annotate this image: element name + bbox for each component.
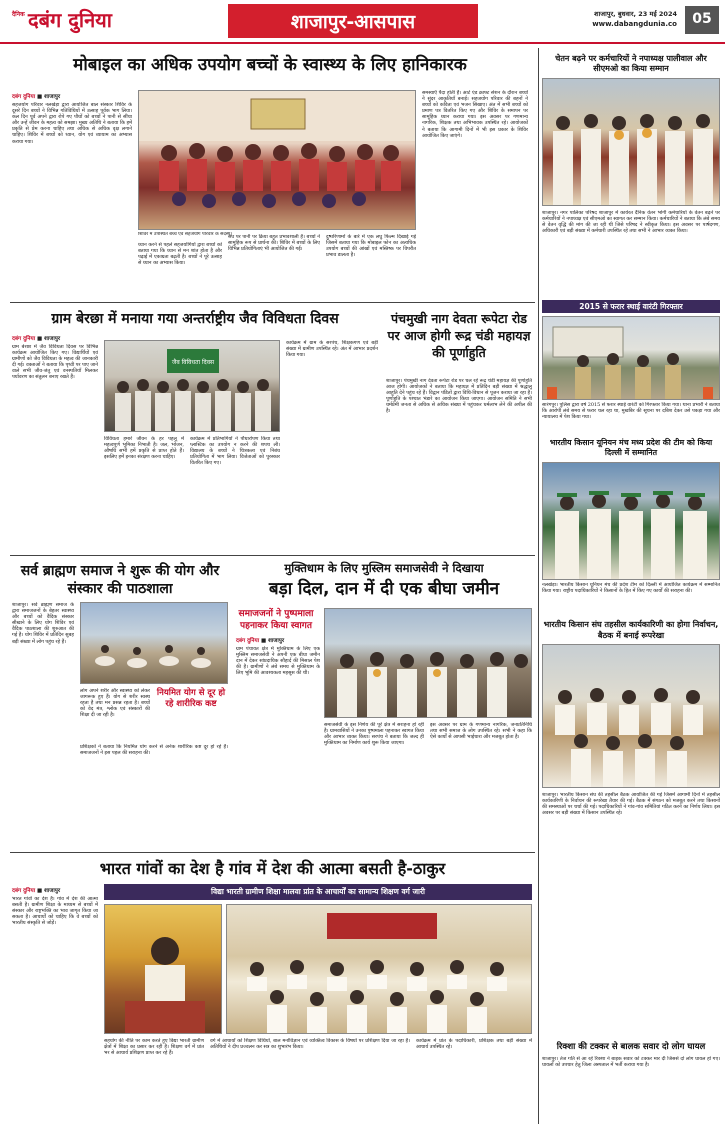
headline-arrest-bar [542,300,720,313]
story-biodiversity-text-3: कार्यक्रम में प्रतिभागियों ने पौधारोपण किया तथा प्लास्टिक का उपयोग न करने की शपथ ली। विद्यालय के बच्चों ने चित्रकला एवं निबंध प्रतियोगिता में भाग लिया। विजेताओं को पुरस्कार वितरित किए गए। [190,436,280,467]
photo-camp-graphic [139,91,416,230]
headline-arrest: 2015 से फरार स्थाई वारंटी गिरफ्तार [579,302,683,311]
story-accident [542,1040,720,1124]
photo-camp-children [138,90,416,230]
issue-date: शाजापुर, बुधवार, 23 मई 2024 [594,10,677,18]
photo-audience-graphic [227,905,532,1034]
byline-brand: दबंग दुनिया [236,638,260,644]
byline-brand: दबंग दुनिया [12,888,36,894]
story-thakur-text-1: भारत गांवों का देश है। गांव में देश की आत्मा बसती है। ग्रामीण शिक्षा के माध्यम से बच्चों में संस्कार और राष्ट्रभक्ति का भाव जागृत किया जा सकता है। आचार्यों को चाहिए कि वे बच्चों को भारतीय संस्कृति से जोड़ें। [12,896,98,927]
photo-salary [542,78,720,206]
story-yoga [10,558,230,848]
story-biodiversity-text-1: ग्राम बेरछा में जैव विविधता दिवस पर विभिन्न कार्यक्रम आयोजित किए गए। विद्यार्थियों एवं ग्रामीणों को जैव विविधता के महत्व की जानकारी दी गई। वक्ताओं ने बताया कि पृथ्वी पर पाए जाने वाले सभी जीव-जंतु एवं वनस्पतियाँ मिलकर पर्यावरण का संतुलन बनाए रखते हैं। [12,344,98,381]
story-kisan-tehsil [542,618,720,938]
logo-name: दबंग दुनिया [28,8,112,32]
headline-biodiversity: ग्राम बेरछा में मनाया गया अन्तर्राष्ट्रीय जैव विविधता दिवस [51,311,339,327]
photo-kisan-tehsil [542,644,720,788]
headline-accident: रिक्शा की टक्कर से बालक सवार दो लोग घायल [556,1042,706,1052]
byline-place: शाजापुर [44,888,61,894]
story-salary [542,50,720,298]
story-muktidham-text-3: इस अवसर पर ग्राम के गणमान्य नागरिक, जनप्रतिनिधि तथा सभी समाज के लोग उपस्थित रहे। सभी ने कहा कि ऐसे कार्यों से आपसी भाईचारा और मजबूत होता है। [430,722,532,741]
story-kisan-delhi-text: नलखेड़ा। भारतीय किसान यूनियन मंच की प्रदेश टीम को दिल्ली में आयोजित कार्यक्रम में सम्मानित किया गया। राष्ट्रीय पदाधिकारियों ने किसानों के हित में किए गए कार्यों की सराहना की। [542,582,720,595]
story-mobile-text-3: समस्याएँ पैदा होती हैं। आर्ट एंड क्राफ्ट सेशन के दौरान बच्चों ने सुंदर आकृतियाँ बनाई। सहजयोग परिवार की बहनों ने बच्चों को कविता एवं भजन सिखाए। अंत में सभी बच्चों को प्रमाण पत्र वितरित किए गए और शिविर के समापन पर सामूहिक ध्यान कराया गया। इस अवसर पर गणमान्य नागरिक, शिक्षक तथा अभिभावक उपस्थित रहे। आयोजकों ने बताया कि आगामी दिनों में भी इस प्रकार के शिविर आयोजित किए जाएंगे। [422,90,528,139]
story-muktidham-text-1: ग्राम पंचायत क्षेत्र में मुक्तिधाम के लिए एक मुस्लिम समाजसेवी ने अपनी एक बीघा जमीन दान में देकर सांप्रदायिक सौहार्द की मिसाल पेश की है। ग्रामीणों ने लंबे समय से मुक्तिधाम के लिए भूमि की आवश्यकता महसूस की थी। [236,646,320,677]
story-yoga-text-2: लोग अपने शरीर और स्वास्थ्य को लेकर जागरूक हुए हैं। योग से शरीर स्वस्थ रहता है तथा मन प्रसन्न रहता है। बच्चों को वेद मंत्र, श्लोक एवं संस्कारों की शिक्षा दी जा रही है। [80,688,150,719]
photo-thakur-audience [226,904,532,1034]
headline-yoga: सर्व ब्राह्मण समाज ने शुरू की योग और संस्कार की पाठशाला [20,563,220,597]
photo-kisan-graphic [543,463,720,580]
byline-place: शाजापुर [268,638,285,644]
right-column-divider [538,48,539,1124]
divider-3 [10,852,535,853]
photo-thakur-speaker [104,904,222,1034]
headline-salary: चेतन बढ़ने पर कर्मचारियों ने नपाध्यक्ष पालीवाल और सीएमओ का किया सम्मान [555,54,707,73]
byline-biodiversity: दबंग दुनिया ■ शाजापुर [12,336,61,342]
story-yoga-text-3: प्रशिक्षकों ने बताया कि नियमित योग करने से अनेक शारीरिक कष्ट दूर हो रहे हैं। समाजजनों ने इस पहल की सराहना की। [80,744,228,757]
story-mahayagya-text: शाजापुर। पंचमुखी नाग देवता रूपेटा रोड पर चल रहे रूद्र चंडी महायज्ञ की पूर्णाहुति आज होगी। आयोजकों ने बताया कि महायज्ञ में प्रतिदिन बड़ी संख्या में श्रद्धालु आहुति देने पहुंच रहे हैं। विद्वान पंडितों द्वारा विधि-विधान से पूजन कराया जा रहा है। पूर्णाहुति के पश्चात भंडारे का आयोजन किया जाएगा। आयोजन समिति ने सभी धर्मप्रेमी जनता से अधिक से अधिक संख्या में पहुंचकर धर्मलाभ लेने की अपील की है। [386,378,532,415]
byline-mobile: दबंग दुनिया ■ शाजापुर [12,94,61,100]
headline-muktidham-1: मुक्तिधाम के लिए मुस्लिम समाजसेवी ने दिखाया [284,561,484,575]
story-yoga-text-1: शाजापुर। सर्व ब्राह्मण समाज के द्वारा समाजजनों के बेहतर स्वास्थ्य और बच्चों को वैदिक संस्कार सीखाने के लिए योग शिविर एवं वैदिक पाठशाला की शुरुआत की गई है। योग शिविर में प्रतिदिन सुबह बड़ी संख्या में लोग पहुंच रहे हैं। [12,602,74,645]
story-mobile-text-1: सहजयोग परिवार नलखेड़ा द्वारा आयोजित बाल संस्कार शिविर के दूसरे दिन बच्चों ने विभिन्न गतिविधियों में उत्साह पूर्वक भाग लिया। कल दिन पूर्व अपने द्वारा रोपे गए पौधों को बच्चों ने पानी से सींचा और उन्हें जीवन के महत्व को समझा। मुख्य अतिथि ने बताया कि हमें प्रकृति से प्रेम करना चाहिए तथा अधिक से अधिक वृक्ष लगाने चाहिए। शिविर में बच्चों को ध्यान, योग एवं व्यायाम का अभ्यास कराया गया। [12,102,132,145]
story-muktidham-text-2b: समाजसेवी के इस निर्णय की पूरे क्षेत्र में सराहना हो रही है। ग्रामवासियों ने उनका पुष्पमाला पहनाकर स्वागत किया और आभार व्यक्त किया। सरपंच ने बताया कि जल्द ही मुक्तिधाम का निर्माण कार्य शुरू किया जाएगा। [324,722,424,747]
photo-arrest-graphic [543,317,720,400]
logo-small: दैनिक [12,11,25,18]
headline-thakur: भारत गांवों का देश है गांव में देश की आत्मा बसती है-ठाकुर [99,859,446,878]
headline-muktidham-2: बड़ा दिल, दान में दी एक बीघा जमीन [268,579,500,599]
photo-arrest [542,316,720,400]
photo-yoga-graphic [81,603,228,684]
story-biodiversity-text-4: कार्यक्रम में ग्राम के सरपंच, शिक्षकगण एवं बड़ी संख्या में ग्रामीण उपस्थित रहे। अंत में आभार प्रदर्शन किया गया। [286,340,378,359]
section-tab [228,4,478,38]
story-mobile-text-2b: संघ पर पानी पर क्रिया बहुत प्रभावशाली है। बच्चों ने सामूहिक रूप से प्रार्थना की। शिविर में बच्चों के लिए विभिन्न प्रतियोगिताएं भी आयोजित की गईं। [228,234,320,253]
thakur-banner [104,884,532,900]
kicker-muktidham: समाजजनों ने पुष्पमाला पहनाकर किया स्वागत [238,609,314,631]
story-mobile-text-2c: दुष्परिणामों के बारे में एक लघु फिल्म दिखाई गई जिसमें बताया गया कि मोबाइल फोन का अत्यधिक उपयोग बच्चों की आंखों एवं मस्तिष्क पर विपरीत प्रभाव डालता है। [326,234,416,259]
headline-kisan-delhi: भारतीय किसान यूनियन मंच मध्य प्रदेश की टीम को किया दिल्ली में सम्मानित [549,438,713,457]
photo-yoga [80,602,228,684]
story-biodiversity-text-2: विविधता हमारे जीवन के हर पहलू में महत्वपूर्ण भूमिका निभाती है। जल, भोजन, औषधि सभी हमें प्रकृति से प्राप्त होते हैं। इसलिए हमें इनका संरक्षण करना चाहिए। [104,436,184,461]
story-thakur [10,856,535,1124]
photo-tehsil-graphic [543,645,720,788]
divider-1 [10,302,535,303]
story-mobile-text-2a: ध्यान करने से पहले सहजयोगियों द्वारा बच्चों को बताया गया कि ध्यान से मन शांत होता है और पढ़ाई में एकाग्रता बढ़ती है। बच्चों ने पूरे उत्साह से ध्यान का अभ्यास किया। [138,242,222,267]
photo-salary-graphic [543,79,720,206]
story-kisan-tehsil-text: शाजापुर। भारतीय किसान संघ की तहसील बैठक आयोजित की गई जिसमें आगामी दिनों में तहसील कार्यकारिणी के निर्वाचन की रूपरेखा तैयार की गई। बैठक में संगठन को मजबूत करने तथा किसानों की समस्याओं पर चर्चा की गई। पदाधिकारियों ने गांव-गांव समितियां गठित करने का निर्णय लिया। इस अवसर पर बड़ी संख्या में किसान उपस्थित रहे। [542,792,720,817]
photo-banner-text: जैव विविधता दिवस [171,359,215,366]
logo [8,4,158,36]
photo-camp-caption: शिविर में उपस्थित बच्चे एवं सहजयोग परिवार के सदस्य। [138,232,233,237]
story-muktidham [234,558,534,848]
photo-kisan-delhi [542,462,720,580]
masthead [0,0,725,40]
byline-place: शाजापुर [44,336,61,342]
photo-biodiversity-group [104,340,280,432]
story-kisan-delhi [542,436,720,616]
story-salary-text: शाजापुर। नगर पालिका परिषद शाजापुर में कार्यरत दैनिक वेतन भोगी कर्मचारियों के वेतन बढ़ने पर कर्मचारियों ने नपाध्यक्ष एवं सीएमओ का स्वागत कर सम्मान किया। कर्मचारियों ने बताया कि लंबे समय से वेतन वृद्धि की मांग की जा रही थी जिसे परिषद ने स्वीकृत किया। इस अवसर पर पार्षदगण, अधिकारी एवं बड़ी संख्या में कर्मचारी उपस्थित रहे तथा सभी ने आभार व्यक्त किया। [542,210,720,235]
section-title: शाजापुर-आसपास [290,11,416,33]
photo-muktidham-graphic [325,609,532,718]
story-thakur-text-2: सहयोग की नीति पर काम करते हुए विद्या भारती ग्रामीण क्षेत्रों में शिक्षा का प्रसार कर रही है। शिक्षण वर्ग में प्रांत भर से आचार्य प्रशिक्षण प्राप्त कर रहे हैं। [104,1038,204,1057]
subhead-yoga: नियमित योग से दूर हो रहे शारीरिक कष्ट [156,688,226,709]
masthead-divider [0,42,725,44]
byline-place: शाजापुर [44,94,61,100]
byline-muktidham: दबंग दुनिया ■ शाजापुर [236,638,285,644]
story-thakur-text-3: वर्ग में आचार्यों को शिक्षण विधियों, बाल मनोविज्ञान एवं व्यक्तित्व विकास के विषयों पर प्रशिक्षण दिया जा रहा है। अतिथियों ने दीप प्रज्वलन कर सत्र का शुभारंभ किया। [210,1038,410,1051]
byline-brand: दबंग दुनिया [12,336,36,342]
photo-thakur-graphic [105,905,222,1034]
story-arrest-text: सारंगपुर। पुलिस द्वारा वर्ष 2015 से फरार स्थाई वारंटी को गिरफ्तार किया गया। थाना प्रभारी ने बताया कि आरोपी लंबे समय से फरार चल रहा था, मुखबिर की सूचना पर दबिश देकर उसे पकड़ा गया और न्यायालय में पेश किया गया। [542,402,720,421]
story-mobile [10,50,530,300]
headline-mobile: मोबाइल का अधिक उपयोग बच्चों के स्वास्थ्य के लिए हानिकारक [73,55,467,75]
story-thakur-text-4: कार्यक्रम में प्रांत के पदाधिकारी, प्रशिक्षक तथा बड़ी संख्या में आचार्य उपस्थित रहे। [416,1038,532,1051]
thakur-banner-text: विद्या भारती ग्रामीण शिक्षा मालवा प्रांत के आचार्यों का सामान्य शिक्षण वर्ग जारी [211,887,425,896]
divider-2 [10,555,535,556]
page-number-box [685,6,719,34]
photo-biodiversity-graphic [105,341,280,432]
page-number: 05 [692,11,712,27]
website: www.dabangdunia.co [592,20,677,28]
story-accident-text: शाजापुर। तेज गति से आ रहे रिक्शा ने बाइक सवार को टक्कर मार दी जिससे दो लोग घायल हो गए। घायलों को उपचार हेतु जिला अस्पताल में भर्ती कराया गया है। [542,1056,720,1069]
headline-kisan-tehsil: भारतीय किसान संघ तहसील कार्यकारिणी का होगा निर्वाचन, बैठक में बनाई रूपरेखा [543,620,719,640]
byline-thakur: दबंग दुनिया ■ शाजापुर [12,888,61,894]
story-biodiversity [10,306,380,552]
story-arrest [542,300,720,434]
photo-muktidham [324,608,532,718]
story-mahayagya [384,306,534,552]
headline-mahayagya: पंचमुखी नाग देवता रूपेटा रोड पर आज होगी रूद्र चंडी महायज्ञ की पूर्णाहुति [387,311,531,360]
byline-brand: दबंग दुनिया [12,94,36,100]
